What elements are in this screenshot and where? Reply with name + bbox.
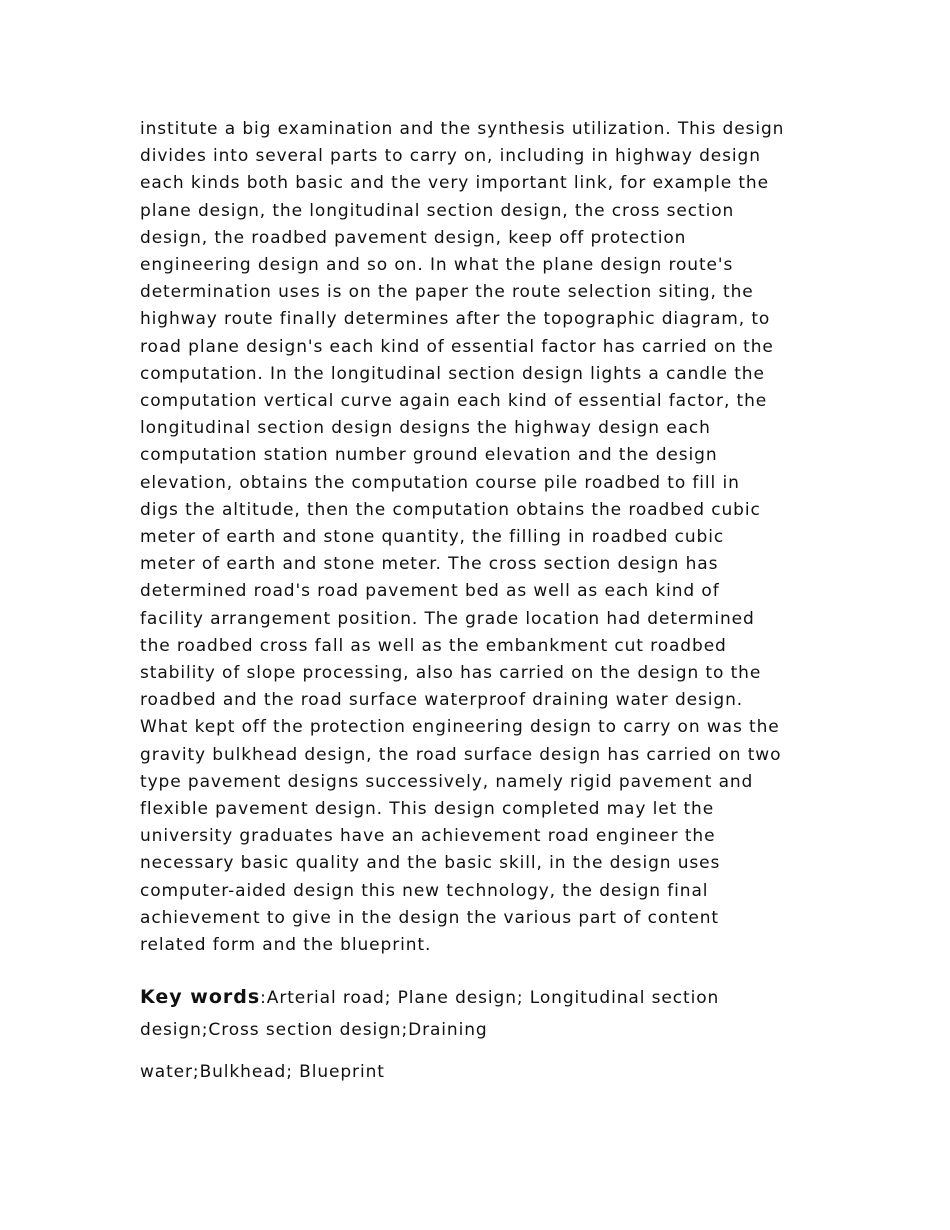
abstract-line: the roadbed cross fall as well as the embankment cut roadbed <box>140 635 727 656</box>
abstract-line: computation. In the longitudinal section design lights a candle the <box>140 363 765 384</box>
abstract-line: university graduates have an achievement road engineer the <box>140 826 716 847</box>
abstract-line: plane design, the longitudinal section design, the cross section <box>140 200 735 221</box>
abstract-line: longitudinal section design designs the highway design each <box>140 418 711 439</box>
abstract-line: What kept off the protection engineering design to carry on was the <box>140 717 780 738</box>
abstract-line: each kinds both basic and the very important link, for example the <box>140 173 769 194</box>
abstract-line: computation station number ground elevation and the design <box>140 445 718 466</box>
abstract-line: type pavement designs successively, namely rigid pavement and <box>140 771 754 792</box>
abstract-line: engineering design and so on. In what the plane design route's <box>140 255 734 276</box>
abstract-line: computation vertical curve again each kind of essential factor, the <box>140 391 768 412</box>
abstract-line: elevation, obtains the computation course pile roadbed to fill in <box>140 472 740 493</box>
abstract-line: determination uses is on the paper the route selection siting, the <box>140 282 754 303</box>
abstract-line: determined road's road pavement bed as well as each kind of <box>140 581 720 602</box>
abstract-line: stability of slope processing, also has carried on the design to the <box>140 663 762 684</box>
abstract-line: related form and the blueprint. <box>140 935 432 956</box>
abstract-line: facility arrangement position. The grade location had determined <box>140 608 755 629</box>
abstract-line: divides into several parts to carry on, including in highway design <box>140 146 761 167</box>
abstract-line: roadbed and the road surface waterproof draining water design. <box>140 690 744 711</box>
abstract-line: highway route finally determines after the topographic diagram, to <box>140 309 771 330</box>
abstract-line: road plane design's each kind of essential factor has carried on the <box>140 336 774 357</box>
abstract-line: necessary basic quality and the basic skill, in the design uses <box>140 853 721 874</box>
abstract-line: gravity bulkhead design, the road surface design has carried on two <box>140 744 782 765</box>
keywords-line-2: design;Cross section design;Draining <box>140 1020 488 1040</box>
abstract-paragraph <box>140 116 830 959</box>
abstract-line: flexible pavement design. This design completed may let the <box>140 799 715 820</box>
abstract-line: design, the roadbed pavement design, keep off protection <box>140 227 687 248</box>
keywords-label: Key words <box>140 986 261 1008</box>
abstract-line: digs the altitude, then the computation obtains the roadbed cubic <box>140 499 761 520</box>
abstract-line: meter of earth and stone quantity, the filling in roadbed cubic <box>140 527 725 548</box>
abstract-line: computer-aided design this new technology, the design final <box>140 880 709 901</box>
abstract-line: meter of earth and stone meter. The cross section design has <box>140 554 719 575</box>
abstract-line: institute a big examination and the synthesis utilization. This design <box>140 119 785 139</box>
abstract-line: achievement to give in the design the various part of content <box>140 907 719 928</box>
keywords-block <box>140 981 830 1046</box>
keywords-text: :Arterial road; Plane design; Longitudinal section <box>260 988 720 1008</box>
keywords-line-3: water;Bulkhead; Blueprint <box>140 1062 385 1082</box>
keywords-line-1 <box>140 981 830 1014</box>
